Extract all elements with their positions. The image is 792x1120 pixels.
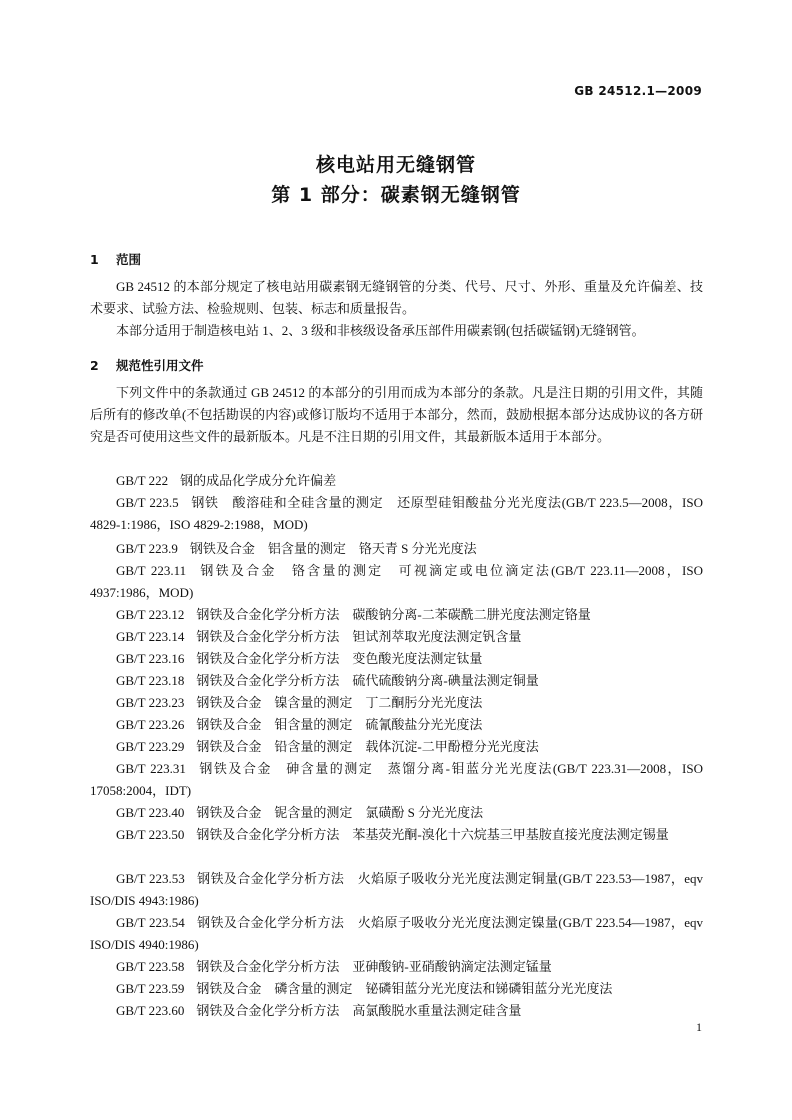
reference-title: 钢铁及合金 铌含量的测定 氯磺酚 S 分光光度法 — [196, 805, 484, 820]
reference-code: GB/T 223.53 — [116, 871, 185, 886]
reference-item — [90, 538, 703, 560]
reference-item — [90, 868, 703, 912]
reference-title: 钢铁及合金化学分析方法 变色酸光度法测定钛量 — [196, 651, 483, 666]
reference-title: 钢铁及合金化学分析方法 火焰原子吸收分光光度法测定镍量(GB/T 223.54—1987，eqv ISO/DIS 4940:1986) — [90, 915, 703, 952]
reference-item — [90, 692, 703, 714]
reference-item — [90, 470, 703, 492]
reference-code: GB/T 223.23 — [116, 695, 185, 710]
scope-paragraph: 本部分适用于制造核电站 1、2、3 级和非核级设备承压部件用碳素钢(包括碳锰钢)无缝钢管。 — [116, 323, 645, 338]
reference-code: GB/T 223.60 — [116, 1003, 185, 1018]
reference-title: 钢铁及合金 磷含量的测定 铋磷钼蓝分光光度法和锑磷钼蓝分光光度法 — [196, 981, 613, 996]
reference-item — [90, 714, 703, 736]
reference-title: 钢铁及合金化学分析方法 碳酸钠分离-二苯碳酰二肼光度法测定铬量 — [196, 607, 591, 622]
reference-item — [90, 560, 703, 604]
reference-code: GB/T 222 — [116, 473, 169, 488]
document-title-line1: 核电站用无缝钢管 — [315, 154, 476, 176]
section-title: 规范性引用文件 — [116, 358, 204, 373]
page-number: 1 — [696, 1020, 702, 1034]
reference-item — [90, 648, 703, 670]
reference-code: GB/T 223.5 — [116, 495, 179, 510]
reference-item — [90, 824, 703, 846]
reference-item — [90, 492, 703, 536]
reference-title: 钢铁及合金化学分析方法 钽试剂萃取光度法测定钒含量 — [196, 629, 522, 644]
reference-code: GB/T 223.58 — [116, 959, 185, 974]
reference-title: 钢铁及合金 砷含量的测定 蒸馏分离-钼蓝分光光度法(GB/T 223.31—2008，ISO 17058:2004，IDT) — [90, 761, 703, 798]
reference-code: GB/T 223.59 — [116, 981, 185, 996]
section-number: 1 — [90, 252, 99, 267]
reference-code: GB/T 223.50 — [116, 827, 185, 842]
reference-item — [90, 912, 703, 956]
reference-code: GB/T 223.9 — [116, 541, 178, 556]
reference-code: GB/T 223.29 — [116, 739, 185, 754]
section-title: 范围 — [116, 252, 142, 267]
reference-title: 钢铁及合金化学分析方法 苯基荧光酮-溴化十六烷基三甲基胺直接光度法测定锡量 — [196, 827, 669, 842]
references-intro-paragraph: 下列文件中的条款通过 GB 24512 的本部分的引用而成为本部分的条款。凡是注日期的引用文件，其随后所有的修改单(不包括勘误的内容)或修订版均不适用于本部分，然而，鼓励根据本部分达成协议的各方研究是否可使用这些文件的最新版本。凡是不注日期的引用文件，其最新版本适用于本部分。 — [90, 385, 703, 444]
scope-paragraph: GB 24512 的本部分规定了核电站用碳素钢无缝钢管的分类、代号、尺寸、外形、重量及允许偏差、技术要求、试验方法、检验规则、包装、标志和质量报告。 — [90, 279, 703, 316]
reference-title: 钢铁及合金 钼含量的测定 硫氰酸盐分光光度法 — [196, 717, 483, 732]
reference-item — [90, 604, 703, 626]
reference-item — [90, 1000, 703, 1022]
reference-title: 钢铁及合金化学分析方法 亚砷酸钠-亚硝酸钠滴定法测定锰量 — [196, 959, 552, 974]
reference-title: 钢铁 酸溶硅和全硅含量的测定 还原型硅钼酸盐分光光度法(GB/T 223.5—2008，ISO 4829-1:1986，ISO 4829-2:1988，MOD) — [90, 495, 703, 532]
reference-code: GB/T 223.40 — [116, 805, 185, 820]
reference-code: GB/T 223.12 — [116, 607, 185, 622]
reference-title: 钢铁及合金 铬含量的测定 可视滴定或电位滴定法(GB/T 223.11—2008，ISO 4937:1986，MOD) — [90, 563, 704, 600]
reference-item — [90, 956, 703, 978]
reference-item — [90, 758, 703, 802]
reference-item — [90, 736, 703, 758]
standard-number: GB 24512.1—2009 — [574, 84, 702, 98]
reference-title: 钢铁及合金 铅含量的测定 载体沉淀-二甲酚橙分光光度法 — [196, 739, 539, 754]
reference-item — [90, 802, 703, 824]
reference-title: 钢铁及合金 镍含量的测定 丁二酮肟分光光度法 — [196, 695, 483, 710]
reference-code: GB/T 223.14 — [116, 629, 185, 644]
reference-title: 钢铁及合金化学分析方法 高氯酸脱水重量法测定硅含量 — [196, 1003, 522, 1018]
reference-code: GB/T 223.11 — [116, 563, 187, 578]
reference-code: GB/T 223.54 — [116, 915, 185, 930]
section-heading-scope — [90, 250, 141, 268]
reference-code: GB/T 223.18 — [116, 673, 185, 688]
reference-item — [90, 670, 703, 692]
reference-item — [90, 978, 703, 1000]
reference-title: 钢的成品化学成分允许偏差 — [180, 473, 337, 488]
section-heading-normative-references — [90, 356, 204, 374]
reference-code: GB/T 223.16 — [116, 651, 185, 666]
reference-item — [90, 626, 703, 648]
reference-code: GB/T 223.31 — [116, 761, 186, 776]
reference-title: 钢铁及合金化学分析方法 火焰原子吸收分光光度法测定铜量(GB/T 223.53—1987，eqv ISO/DIS 4943:1986) — [90, 871, 703, 908]
document-title-line2: 第 1 部分：碳素钢无缝钢管 — [271, 184, 521, 206]
reference-code: GB/T 223.26 — [116, 717, 185, 732]
reference-title: 钢铁及合金 铝含量的测定 铬天青 S 分光光度法 — [189, 541, 477, 556]
section-number: 2 — [90, 358, 99, 373]
reference-title: 钢铁及合金化学分析方法 硫代硫酸钠分离-碘量法测定铜量 — [196, 673, 539, 688]
